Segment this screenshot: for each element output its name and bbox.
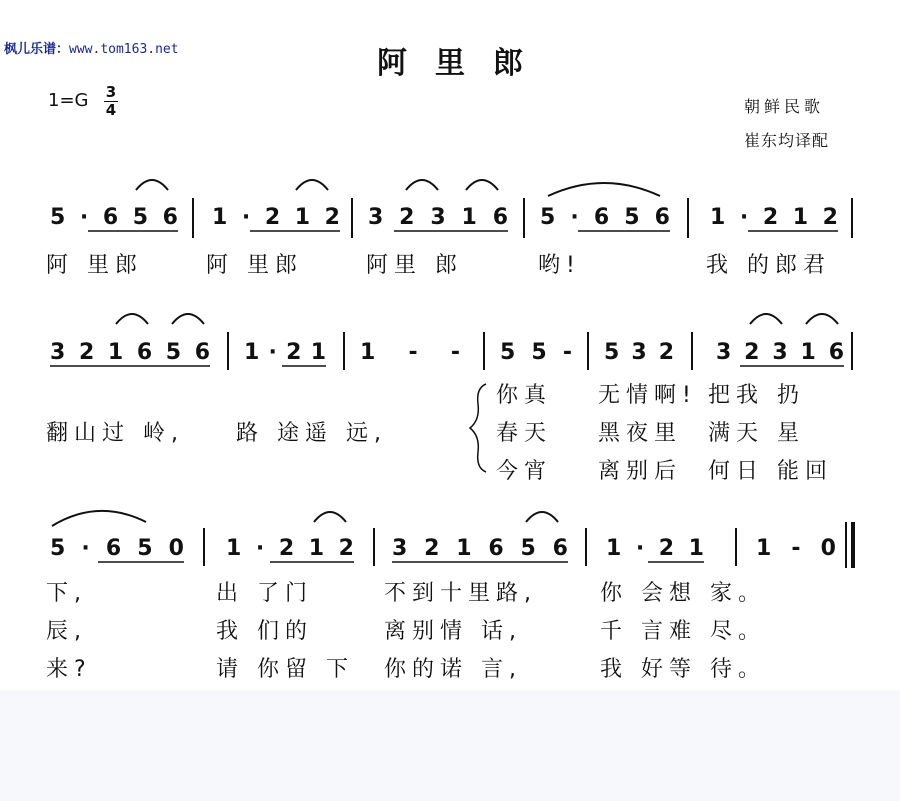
note: 6 (194, 340, 210, 365)
note: 0 (820, 536, 836, 561)
note: 1 (461, 205, 477, 230)
slur (750, 314, 782, 324)
note: 2 (324, 205, 340, 230)
dot-mark: · (739, 205, 749, 230)
note: 5 (604, 340, 620, 365)
lyric-text: 哟! (538, 253, 581, 278)
verse-2-lyric: 千 言难 尽。 (600, 619, 766, 644)
note: 2 (338, 536, 354, 561)
site-label-text: 枫儿乐谱： (4, 42, 70, 57)
note: 1 (360, 340, 376, 365)
note: 6 (492, 205, 508, 230)
slur (548, 183, 660, 196)
verse-3-lyric: 今宵 (496, 459, 553, 484)
note: 2 (658, 340, 674, 365)
dot-mark: · (241, 205, 251, 230)
note: 1 (800, 340, 816, 365)
time-denominator: 4 (105, 101, 117, 119)
note: 5 (165, 340, 182, 365)
note: 5 (137, 536, 153, 561)
note: 1 (310, 340, 326, 365)
slur (172, 314, 204, 324)
slur (52, 511, 146, 526)
lyric-text: 阿 里郎 (206, 253, 303, 278)
note: 6 (102, 205, 119, 230)
note: 1 (226, 536, 242, 561)
key-signature: 1=G (48, 90, 89, 111)
note: 1 (107, 340, 124, 365)
verse-2-lyric: 我 们的 (216, 619, 313, 644)
note: 3 (772, 340, 788, 365)
note: 6 (593, 205, 610, 230)
note: 2 (744, 340, 760, 365)
slur (136, 180, 168, 190)
note: 1 (308, 536, 325, 561)
note: 3 (430, 205, 446, 230)
site-url-link[interactable]: www.tom163.net (69, 42, 179, 57)
verse-3-lyric: 何日 能回 (708, 459, 833, 484)
verse-1-lyric: 无情啊! (598, 383, 697, 408)
note: 6 (552, 536, 568, 561)
dot-mark: · (635, 536, 645, 561)
note: 6 (162, 205, 178, 230)
note: 1 (456, 536, 472, 561)
page-title: 阿里郎 (377, 46, 551, 81)
dash-mark: - (450, 340, 460, 365)
note: 2 (78, 340, 95, 365)
note: 5 (540, 205, 556, 230)
note: 1 (294, 205, 311, 230)
verse-3-lyric: 离别后 (598, 459, 683, 484)
slur (116, 314, 148, 324)
dot-mark: · (255, 536, 265, 561)
verse-2-lyric: 离别情 话, (384, 619, 522, 644)
note: 5 (531, 340, 547, 365)
note: 2 (762, 205, 779, 230)
note: 2 (264, 205, 281, 230)
verse-2-lyric: 满天 星 (708, 421, 805, 446)
note: 3 (631, 340, 647, 365)
note: 5 (624, 205, 640, 230)
dot-mark: · (81, 536, 90, 561)
slur (296, 180, 328, 190)
note: 1 (756, 536, 772, 561)
note: 1 (792, 205, 809, 230)
note: 1 (688, 536, 704, 561)
slur (806, 314, 838, 324)
lyric-text: 阿 里郎 (46, 253, 143, 278)
slur (314, 512, 346, 522)
verse-3-lyric: 你的诺 言, (384, 657, 522, 682)
verse-1-lyric: 不到十里路, (384, 581, 537, 606)
note: 6 (105, 536, 122, 561)
slur (526, 512, 558, 522)
note: 1 (244, 340, 260, 365)
verse-2-lyric: 辰, (46, 619, 87, 644)
dot-mark: · (79, 205, 89, 230)
song-origin: 朝鲜民歌 (744, 97, 825, 116)
note: 2 (658, 536, 675, 561)
note: 2 (822, 205, 838, 230)
time-numerator: 3 (105, 83, 117, 101)
song-arranger: 崔东均译配 (744, 131, 830, 150)
note: 5 (500, 340, 516, 365)
note: 6 (654, 205, 670, 230)
note: 2 (424, 536, 440, 561)
note: 3 (716, 340, 732, 365)
note: 2 (399, 205, 415, 230)
note: 5 (50, 205, 66, 230)
note: 1 (710, 205, 726, 230)
note: 6 (136, 340, 153, 365)
lyric-text: 翻山过 岭, (46, 421, 184, 446)
note: 1 (606, 536, 622, 561)
note: 2 (278, 536, 295, 561)
verse-1-lyric: 你真 (496, 383, 553, 408)
slur (406, 180, 438, 190)
verse-3-lyric: 来? (46, 657, 92, 682)
dash-mark: - (408, 340, 418, 365)
verse-1-lyric: 把我 扔 (708, 383, 805, 408)
verse-3-lyric: 我 好等 待。 (600, 657, 766, 682)
verse-2-lyric: 黑夜里 (598, 421, 683, 446)
dot-mark: · (268, 340, 277, 365)
verse-3-lyric: 请 你留 下 (216, 657, 354, 682)
verse-1-lyric: 出 了门 (216, 581, 313, 606)
note: 3 (50, 340, 66, 365)
lyric-text: 路 途遥 远, (236, 421, 387, 446)
note: 5 (520, 536, 536, 561)
lyric-text: 阿里 郎 (366, 253, 463, 278)
lyric-text: 我 的郎君 (706, 253, 831, 278)
note: 2 (286, 340, 302, 365)
verse-2-lyric: 春天 (496, 421, 553, 446)
note: 6 (488, 536, 504, 561)
slur (466, 180, 498, 190)
dot-mark: · (570, 205, 579, 230)
note: 1 (212, 205, 228, 230)
dash-mark: - (791, 536, 801, 561)
note: 5 (50, 536, 66, 561)
note: 3 (368, 205, 384, 230)
verse-1-lyric: 你 会想 家。 (600, 581, 766, 606)
verse-1-lyric: 下, (46, 581, 87, 606)
note: 5 (132, 205, 149, 230)
note: 3 (392, 536, 408, 561)
note: 6 (828, 340, 844, 365)
dash-mark: - (562, 340, 572, 365)
note: 0 (168, 536, 184, 561)
verse-brace (470, 384, 486, 472)
